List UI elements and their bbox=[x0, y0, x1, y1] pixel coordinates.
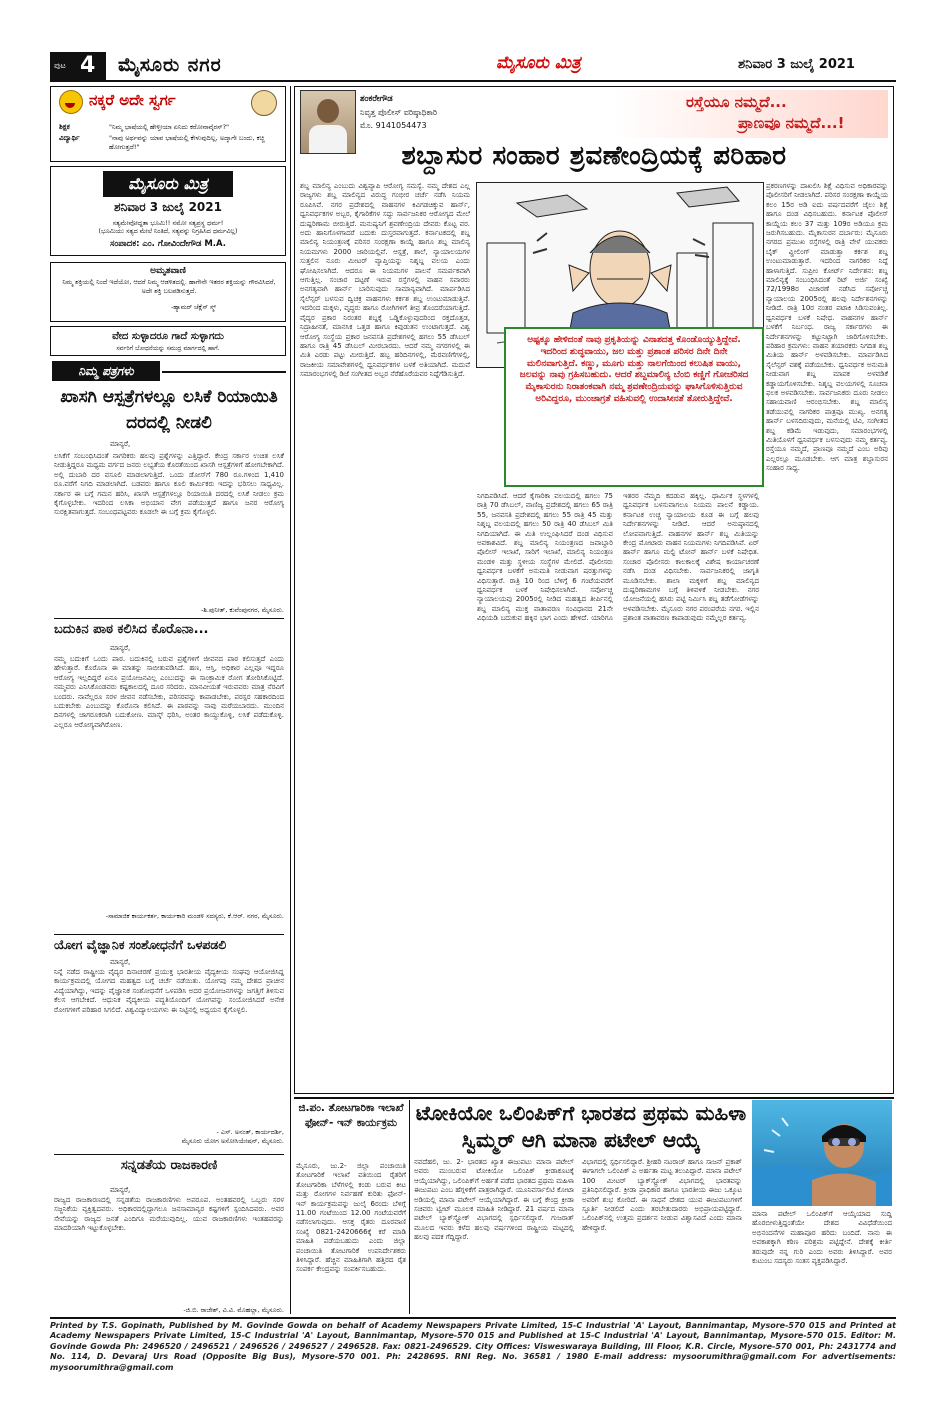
amrutavani-box bbox=[50, 262, 286, 322]
feature-col1: ಶಬ್ದ ಮಾಲಿನ್ಯ ಎಂಬುದು ವಿಶ್ವವ್ಯಾಪಿ ಆರೋಗ್ಯ ಸಮಸ್ಯೆ. ನಮ್ಮ ದೇಶದ ಎಲ್ಲ ರಾಜ್ಯಗಳು ಶಬ್ದ ಮಾಲಿನ್ಯದ ವಿರುದ್ಧ ಗಂಭೀರ ಚರ್ಚೆ ನಡೆಸಿ ನಿಯಮ ರೂಪಿಸಿವೆ. ನಗರ ಪ್ರದೇಶದಲ್ಲಿ ವಾಹನಗಳ ಕಿವಿಗಡಚಿಕ್ಕುವ ಹಾರ್ನ್, ಧ್ವನಿವರ್ಧಕಗಳ ಅಬ್ಬರ, ಕೈಗಾರಿಕೆಗಳ ಸದ್ದು ಸಾರ್ವಜನಿಕರ ಆರೋಗ್ಯದ ಮೇಲೆ ದುಷ್ಪರಿಣಾಮ ಬೀರುತ್ತಿದೆ. ಮನುಷ್ಯನಿಗೆ ಶ್ರವಣೇಂದ್ರಿಯ ದೇವರು ಕೊಟ್ಟ ವರ. ಅದು ಹಾನಿಗೊಳಗಾದರೆ ಬದುಕು ದುಸ್ತರವಾಗುತ್ತದೆ. ಕರ್ನಾಟಕದಲ್ಲಿ ಶಬ್ದ ಮಾಲಿನ್ಯ ನಿಯಂತ್ರಣಕ್ಕೆ ಪರಿಸರ ಸಂರಕ್ಷಣಾ ಕಾಯ್ದೆ ಹಾಗೂ ಶಬ್ದ ಮಾಲಿನ್ಯ ನಿಯಮಗಳು 2000 ಜಾರಿಯಲ್ಲಿವೆ. ಆಸ್ಪತ್ರೆ, ಶಾಲೆ, ನ್ಯಾಯಾಲಯಗಳ ಸುತ್ತಲಿನ ನೂರು ಮೀಟರ್ ವ್ಯಾಪ್ತಿಯನ್ನು ನಿಶ್ಶಬ್ದ ವಲಯ ಎಂದು ಘೋಷಿಸಲಾಗಿದೆ. ಆದರೂ ಈ ನಿಯಮಗಳ ಪಾಲನೆ ಸಮರ್ಪಕವಾಗಿ ಆಗುತ್ತಿಲ್ಲ. ಸಂಚಾರ ದಟ್ಟಣೆ ಇರುವ ರಸ್ತೆಗಳಲ್ಲಿ ವಾಹನ ಸವಾರರು ಅನಗತ್ಯವಾಗಿ ಹಾರ್ನ್ ಬಾರಿಸುವುದು ಸಾಮಾನ್ಯವಾಗಿದೆ. ಮಾರ್ಪಡಿಸಿದ ಸೈಲೆನ್ಸರ್ ಬಳಸುವ ದ್ವಿಚಕ್ರ ವಾಹನಗಳು ಕರ್ಕಶ ಶಬ್ದ ಉಂಟುಮಾಡುತ್ತಿವೆ. ಇದರಿಂದ ಮಕ್ಕಳು, ವೃದ್ಧರು ಹಾಗೂ ರೋಗಿಗಳಿಗೆ ತೀವ್ರ ತೊಂದರೆಯಾಗುತ್ತಿದೆ. ವೈದ್ಯರ ಪ್ರಕಾರ ನಿರಂತರ ಶಬ್ದಕ್ಕೆ ಒಡ್ಡಿಕೊಳ್ಳುವುದರಿಂದ ರಕ್ತದೊತ್ತಡ, ನಿದ್ರಾಹೀನತೆ, ಮಾನಸಿಕ ಒತ್ತಡ ಹಾಗೂ ಕಿವುಡುತನ ಉಂಟಾಗುತ್ತದೆ. ವಿಶ್ವ ಆರೋಗ್ಯ ಸಂಸ್ಥೆಯ ಪ್ರಕಾರ ಜನವಸತಿ ಪ್ರದೇಶಗಳಲ್ಲಿ ಹಗಲು 55 ಡೆಸಿಬಲ್ ಹಾಗೂ ರಾತ್ರಿ 45 ಡೆಸಿಬಲ್ ಮೀರಬಾರದು. ಆದರೆ ನಮ್ಮ ನಗರಗಳಲ್ಲಿ ಈ ಮಿತಿ ಎರಡು ಪಟ್ಟು ಮೀರುತ್ತಿದೆ. ಹಬ್ಬ ಹರಿದಿನಗಳಲ್ಲಿ, ಮೆರವಣಿಗೆಗಳಲ್ಲಿ, ರಾಜಕೀಯ ಸಮಾವೇಶಗಳಲ್ಲಿ ಧ್ವನಿವರ್ಧಕಗಳ ಬಳಕೆ ಅತಿಯಾಗಿದೆ. ಮದುವೆ ಸಮಾರಂಭಗಳಲ್ಲಿ ಡಿಜೆ ಸಂಗೀತದ ಅಬ್ಬರ ನೆರೆಹೊರೆಯವರ ನಿದ್ದೆಗೆಡಿಸುತ್ತಿದೆ. bbox=[300, 182, 470, 379]
author-role: ನಿವೃತ್ತ ಪೊಲೀಸ್ ವರಿಷ್ಠಾಧಿಕಾರಿ bbox=[360, 108, 438, 117]
humor-line1-text: "ನಿಮ್ಮ ಭಾಷೆಯಲ್ಲಿ ಹೇಳ್ತೀಯಾ ಏನಿದು ಕರೋನಾವೈರಸ್?" bbox=[109, 123, 230, 131]
amrutavani-author: -ಹ್ಯಾಮರ್ ಚೆಕ್ಲೆಸ್ ಸ್ಮ್ bbox=[171, 304, 217, 311]
sports-col1: ನವದೆಹಲಿ, ಜು. 2- ಭಾರತದ ಖ್ಯಾತ ಈಜುಪಟು ಮಾನಾ ಪಟೇಲ್ ಅವರು ಮುಂಬರುವ ಟೋಕಿಯೋ ಒಲಿಂಪಿಕ್ ಕ್ರೀಡಾಕೂಟಕ್ಕೆ ಆಯ್ಕೆಯಾಗಿದ್ದು, ಒಲಿಂಪಿಕ್‌ಗೆ ಅರ್ಹತೆ ಪಡೆದ ಭಾರತದ ಪ್ರಥಮ ಮಹಿಳಾ ಈಜುಪಟು ಎಂಬ ಹೆಗ್ಗಳಿಕೆಗೆ ಪಾತ್ರರಾಗಿದ್ದಾರೆ. ಯೂನಿವರ್ಸಾಲಿಟಿ ಕೋಟಾ ಅಡಿಯಲ್ಲಿ ಮಾನಾ ಪಟೇಲ್ ಆಯ್ಕೆಯಾಗಿದ್ದಾರೆ. ಈ ಬಗ್ಗೆ ಕೇಂದ್ರ ಕ್ರೀಡಾ ಸಚಿವರು ಟ್ವೀಟ್ ಮೂಲಕ ಮಾಹಿತಿ ನೀಡಿದ್ದಾರೆ. 21 ವರ್ಷದ ಮಾನಾ ಪಟೇಲ್ ಬ್ಯಾಕ್‌ಸ್ಟ್ರೋಕ್ ವಿಭಾಗದಲ್ಲಿ ಸ್ಪರ್ಧಿಸಲಿದ್ದಾರೆ. ಗುಜರಾತ್ ಮೂಲದ ಇವರು ಕಳೆದ ಹಲವು ವರ್ಷಗಳಿಂದ ರಾಷ್ಟ್ರೀಯ ಮಟ್ಟದಲ್ಲಿ ಹಲವು ಪದಕ ಗೆದ್ದಿದ್ದಾರೆ. bbox=[414, 1158, 574, 1242]
tech-brief-body: ಮೈಸೂರು, ಜು.2- ಜಿಲ್ಲಾ ಪಂಚಾಯಿತಿ ತೋಟಗಾರಿಕೆ ಇಲಾಖೆ ವತಿಯಿಂದ ರೈತರಿಗೆ ತೋಟಗಾರಿಕಾ ಬೆಳೆಗಳಲ್ಲಿ ಕಂಡು ಬರುವ ಕೀಟ ಮತ್ತು ರೋಗಗಳ ನಿರ್ವಹಣೆ ಕುರಿತು ಫೋನ್-ಇನ್ ಕಾರ್ಯಕ್ರಮವನ್ನು ಜುಲೈ 6ರಂದು ಬೆಳಿಗ್ಗೆ 11.00 ಗಂಟೆಯಿಂದ 12.00 ಗಂಟೆಯವರೆಗೆ ನಡೆಸಲಾಗುವುದು. ಆಸಕ್ತ ರೈತರು ದೂರವಾಣಿ ಸಂಖ್ಯೆ 0821-2420666ಕ್ಕೆ ಕರೆ ಮಾಡಿ ಮಾಹಿತಿ ಪಡೆಯಬಹುದು ಎಂದು ಜಿಲ್ಲಾ ಪಂಚಾಯಿತಿ ತೋಟಗಾರಿಕೆ ಉಪನಿರ್ದೇಶಕರು ತಿಳಿಸಿದ್ದಾರೆ. ಹೆಚ್ಚಿನ ಮಾಹಿತಿಗಾಗಿ ಹತ್ತಿರದ ರೈತ ಸಂಪರ್ಕ ಕೇಂದ್ರವನ್ನು ಸಂಪರ್ಕಿಸಬಹುದು. bbox=[296, 1162, 406, 1274]
letter3-signature1: - ಎಸ್. ಅನಂತ್, ಕಾರ್ಯದರ್ಶಿ, bbox=[216, 1128, 284, 1136]
edition-motto2: (ಭೂಮಿಯು ಸತ್ಯದ ಮೇಲೆ ನಿಂತಿದೆ, ಸತ್ಯವನ್ನು ನಿಗ್ರಹಿಸಿದ ಧರ್ಮವಿಲ್ಲ) bbox=[98, 228, 238, 235]
swimmer-photo bbox=[752, 1100, 892, 1206]
letter4-body: ರಾಜ್ಯದ ರಾಜಕಾರಣದಲ್ಲಿ ಸನ್ನಡತೆಯ ರಾಜಕಾರಣಿಗಳು ಅಪರೂಪ. ಅಂತಹವರಲ್ಲಿ ಒಬ್ಬರು ಸರಳ ಸಜ್ಜನಿಕೆಯ ವ್ಯಕ್ತಿತ್ವದವರು. ಅಧಿಕಾರದಲ್ಲಿದ್ದಾಗಲೂ ಜನಸಾಮಾನ್ಯರ ಕಷ್ಟಗಳಿಗೆ ಸ್ಪಂದಿಸಿದವರು. ಅವರ ಸೇವೆಯನ್ನು ರಾಜ್ಯದ ಜನತೆ ಎಂದಿಗೂ ಮರೆಯುವುದಿಲ್ಲ. ಯುವ ರಾಜಕಾರಣಿಗಳು ಇಂತಹವರನ್ನು ಮಾದರಿಯಾಗಿ ಇಟ್ಟುಕೊಳ್ಳಬೇಕು. bbox=[54, 1196, 284, 1233]
pullquote-box bbox=[504, 327, 764, 487]
letter1-title: ಖಾಸಗಿ ಆಸ್ಪತ್ರೆಗಳಲ್ಲೂ ಲಸಿಕೆ ರಿಯಾಯಿತಿ ದರದಲ್ಲಿ ನೀಡಲಿ bbox=[60, 387, 278, 433]
tagline-2: ಪ್ರಾಣವೂ ನಮ್ಮದೆ...! bbox=[738, 114, 845, 132]
feature-col3: ಪ್ರಕರಣಗಳನ್ನು ದಾಖಲಿಸಿ ಶಿಕ್ಷೆ ವಿಧಿಸುವ ಅಧಿಕಾರವನ್ನು ಪೊಲೀಸರಿಗೆ ನೀಡಲಾಗಿದೆ. ಪರಿಸರ ಸಂರಕ್ಷಣಾ ಕಾಯ್ದೆಯ ಕಲಂ 15ರ ಅಡಿ ಐದು ವರ್ಷದವರೆಗೆ ಜೈಲು ಶಿಕ್ಷೆ ಹಾಗೂ ದಂಡ ವಿಧಿಸಬಹುದು. ಕರ್ನಾಟಕ ಪೊಲೀಸ್ ಕಾಯ್ದೆಯ ಕಲಂ 37 ಮತ್ತು 109ರ ಅಡಿಯೂ ಕ್ರಮ ಜರುಗಿಸಬಹುದು. ಮೈಕಾಸುರನ ದರ್ಬಾರು: ಮೈಸೂರು ನಗರದ ಪ್ರಮುಖ ರಸ್ತೆಗಳಲ್ಲಿ ರಾತ್ರಿ ವೇಳೆ ಯುವಕರು ಬೈಕ್ ವ್ಹೀಲಿಂಗ್ ಮಾಡುತ್ತಾ ಕರ್ಕಶ ಶಬ್ದ ಉಂಟುಮಾಡುತ್ತಾರೆ. ಇದರಿಂದ ನಾಗರಿಕರ ನಿದ್ದೆ ಹಾಳಾಗುತ್ತಿದೆ. ಸುಪ್ರೀಂ ಕೋರ್ಟ್ ನಿರ್ದೇಶನ: ಶಬ್ದ ಮಾಲಿನ್ಯಕ್ಕೆ ಸಂಬಂಧಿಸಿದಂತೆ ರಿಟ್ ಅರ್ಜಿ ಸಂಖ್ಯೆ 72/1998ರ ವಿಚಾರಣೆ ನಡೆಸಿದ ಸರ್ವೋಚ್ಚ ನ್ಯಾಯಾಲಯ 2005ರಲ್ಲಿ ಹಲವು ನಿರ್ದೇಶನಗಳನ್ನು ನೀಡಿದೆ. ರಾತ್ರಿ 10ರ ನಂತರ ಪಟಾಕಿ ಸಿಡಿಸುವಂತಿಲ್ಲ. ಧ್ವನಿವರ್ಧಕ ಬಳಕೆ ನಿಷೇಧ. ವಾಹನಗಳ ಹಾರ್ನ್ ಬಳಕೆಗೆ ನಿರ್ಬಂಧ. ರಾಜ್ಯ ಸರ್ಕಾರಗಳು ಈ ನಿರ್ದೇಶನಗಳನ್ನು ಕಟ್ಟುನಿಟ್ಟಾಗಿ ಜಾರಿಗೊಳಿಸಬೇಕು. ಪರಿಹಾರ ಕ್ರಮಗಳು: ವಾಹನ ತಯಾರಕರು ನಿಗದಿತ ಶಬ್ದ ಮಿತಿಯ ಹಾರ್ನ್ ಅಳವಡಿಸಬೇಕು. ಮಾರ್ಪಡಿಸಿದ ಸೈಲೆನ್ಸರ್ ವಶಕ್ಕೆ ಪಡೆಯಬೇಕು. ಧ್ವನಿವರ್ಧಕ ಅನುಮತಿ ನೀಡುವಾಗ ಶಬ್ದ ಮಾಪಕ ಅಳವಡಿಕೆ ಕಡ್ಡಾಯಗೊಳಿಸಬೇಕು. ನಿಶ್ಶಬ್ದ ವಲಯಗಳಲ್ಲಿ ಸೂಚನಾ ಫಲಕ ಅಳವಡಿಸಬೇಕು. ಸಾರ್ವಜನಿಕರು ದೂರು ನೀಡಲು ಸಹಾಯವಾಣಿ ಆರಂಭಿಸಬೇಕು. ಶಬ್ದ ಮಾಲಿನ್ಯ ತಡೆಯುವಲ್ಲಿ ನಾಗರಿಕರ ಪಾತ್ರವೂ ಮುಖ್ಯ. ಅನಗತ್ಯ ಹಾರ್ನ್ ಬಳಸದಿರುವುದು, ಮನೆಯಲ್ಲಿ ಟಿವಿ, ಸಂಗೀತದ ಶಬ್ದ ಕಡಿಮೆ ಇಡುವುದು, ಸಮಾರಂಭಗಳಲ್ಲಿ ಮಿತಿಯೊಳಗೆ ಧ್ವನಿವರ್ಧಕ ಬಳಸುವುದು ನಮ್ಮ ಕರ್ತವ್ಯ. ರಸ್ತೆಯೂ ನಮ್ಮದೆ, ಪ್ರಾಣವೂ ನಮ್ಮದೆ ಎಂಬ ಅರಿವು ಎಲ್ಲರಲ್ಲೂ ಮೂಡಬೇಕು. ಆಗ ಮಾತ್ರ ಶಬ್ದಾಸುರನ ಸಂಹಾರ ಸಾಧ್ಯ. bbox=[766, 182, 888, 473]
humor-title: ನಕ್ಕರೆ ಅದೇ ಸ್ವರ್ಗ bbox=[89, 91, 176, 109]
feature-headline: ಶಬ್ದಾಸುರ ಸಂಹಾರ ಶ್ರವಣೇಂದ್ರಿಯಕ್ಕೆ ಪರಿಹಾರ bbox=[401, 141, 787, 171]
page-number-tag bbox=[50, 52, 106, 80]
humor-box bbox=[50, 86, 286, 162]
letter3-title: ಯೋಗ ವೈಜ್ಞಾನಿಕ ಸಂಶೋಧನೆಗೆ ಒಳಪಡಲಿ bbox=[54, 937, 227, 952]
tagline-1: ರಸ್ತೆಯೂ ನಮ್ಮದೆ... bbox=[686, 93, 787, 111]
letter3-salutation: ಮಾನ್ಯರೆ, bbox=[110, 958, 131, 966]
letter2-signature: -ಸಾಮಾಜಿಕ ಕಾರ್ಯಕರ್ತ, ಕಾರ್ಯಕಾರಿ ಮಂಡಳಿ ಸದಸ್ಯರು, ಕೆ.ಆರ್. ನಗರ, ಮೈಸೂರು. bbox=[105, 912, 284, 920]
letters-header bbox=[50, 361, 286, 381]
proverb-sub: ಸರ್ವರಿಗೆ ಬೋಧನೆಯನ್ನು ಸಮುದ್ರ ಮಾರ್ಗದಲ್ಲಿ ಹಾಗೆ. bbox=[116, 345, 220, 352]
section-title: ಮೈಸೂರು ನಗರ bbox=[118, 54, 222, 76]
feature-col2: ನಿಗದಿಪಡಿಸಿದೆ. ಆದರೆ ಕೈಗಾರಿಕಾ ವಲಯದಲ್ಲಿ ಹಗಲು 75 ರಾತ್ರಿ 70 ಡೆಸಿಬಲ್, ವಾಣಿಜ್ಯ ಪ್ರದೇಶದಲ್ಲಿ ಹಗಲು 65 ರಾತ್ರಿ 55, ಜನವಸತಿ ಪ್ರದೇಶದಲ್ಲಿ ಹಗಲು 55 ರಾತ್ರಿ 45 ಮತ್ತು ನಿಶ್ಶಬ್ದ ವಲಯದಲ್ಲಿ ಹಗಲು 50 ರಾತ್ರಿ 40 ಡೆಸಿಬಲ್ ಮಿತಿ ನಿಗದಿಯಾಗಿದೆ. ಈ ಮಿತಿ ಉಲ್ಲಂಘಿಸಿದರೆ ದಂಡ ವಿಧಿಸುವ ಅವಕಾಶವಿದೆ. ಶಬ್ದ ಮಾಲಿನ್ಯ ನಿಯಂತ್ರಣದ ಜವಾಬ್ದಾರಿ ಪೊಲೀಸ್ ಇಲಾಖೆ, ಸಾರಿಗೆ ಇಲಾಖೆ, ಮಾಲಿನ್ಯ ನಿಯಂತ್ರಣ ಮಂಡಳಿ ಮತ್ತು ಸ್ಥಳೀಯ ಸಂಸ್ಥೆಗಳ ಮೇಲಿದೆ. ಪೊಲೀಸರು ಧ್ವನಿವರ್ಧಕ ಬಳಕೆಗೆ ಅನುಮತಿ ನೀಡುವಾಗ ಷರತ್ತುಗಳನ್ನು ವಿಧಿಸುತ್ತಾರೆ. ರಾತ್ರಿ 10 ರಿಂದ ಬೆಳಿಗ್ಗೆ 6 ಗಂಟೆಯವರೆಗೆ ಧ್ವನಿವರ್ಧಕ ಬಳಕೆ ನಿಷೇಧಿಸಲಾಗಿದೆ. ಸರ್ವೋಚ್ಚ ನ್ಯಾಯಾಲಯವು 2005ರಲ್ಲಿ ನೀಡಿದ ಮಹತ್ವದ ತೀರ್ಪಿನಲ್ಲಿ ಶಬ್ದ ಮಾಲಿನ್ಯ ಮುಕ್ತ ವಾತಾವರಣ ಸಂವಿಧಾನದ 21ನೇ ವಿಧಿಯಡಿ ಬದುಕುವ ಹಕ್ಕಿನ ಭಾಗ ಎಂದು ಹೇಳಿದೆ. ಯಾರಿಗೂ ಇತರರ ನೆಮ್ಮದಿ ಕದಡುವ ಹಕ್ಕಿಲ್ಲ. ಧಾರ್ಮಿಕ ಸ್ಥಳಗಳಲ್ಲಿ ಧ್ವನಿವರ್ಧಕ ಬಳಸುವಾಗಲೂ ನಿಯಮ ಪಾಲನೆ ಕಡ್ಡಾಯ. ಕರ್ನಾಟಕ ಉಚ್ಚ ನ್ಯಾಯಾಲಯ ಕೂಡ ಈ ಬಗ್ಗೆ ಹಲವು ನಿರ್ದೇಶನಗಳನ್ನು ನೀಡಿದೆ. ಆದರೆ ಅನುಷ್ಠಾನದಲ್ಲಿ ಲೋಪವಾಗುತ್ತಿದೆ. ವಾಹನಗಳ ಹಾರ್ನ್ ಶಬ್ದ ಮಿತಿಯನ್ನು ಕೇಂದ್ರ ಮೋಟಾರು ವಾಹನ ನಿಯಮಗಳು ನಿಗದಿಪಡಿಸಿವೆ. ಏರ್ ಹಾರ್ನ್ ಹಾಗೂ ಮಲ್ಟಿ ಟೋನ್ ಹಾರ್ನ್ ಬಳಕೆ ನಿಷೇಧಿತ. ಸಂಚಾರ ಪೊಲೀಸರು ಕಾಲಕಾಲಕ್ಕೆ ವಿಶೇಷ ಕಾರ್ಯಾಚರಣೆ ನಡೆಸಿ ದಂಡ ವಿಧಿಸಬೇಕು. ಸಾರ್ವಜನಿಕರಲ್ಲಿ ಜಾಗೃತಿ ಮೂಡಿಸಬೇಕು. ಶಾಲಾ ಮಕ್ಕಳಿಗೆ ಶಬ್ದ ಮಾಲಿನ್ಯದ ದುಷ್ಪರಿಣಾಮಗಳ ಬಗ್ಗೆ ತಿಳಿವಳಿಕೆ ನೀಡಬೇಕು. ನಗರ ಯೋಜನೆಯಲ್ಲಿ ಹಸಿರು ಪಟ್ಟಿ ನಿರ್ಮಿಸಿ ಶಬ್ದ ತಡೆಗೋಡೆಗಳನ್ನು ಅಳವಡಿಸಬೇಕು. ಮೈಸೂರು ನಗರ ಪರಂಪರೆಯ ನಗರ. ಇಲ್ಲಿನ ಪ್ರಶಾಂತ ವಾತಾವರಣ ಕಾಪಾಡುವುದು ನಮ್ಮೆಲ್ಲರ ಕರ್ತವ್ಯ. bbox=[477, 492, 759, 623]
bottom-divider bbox=[294, 1097, 894, 1099]
edition-box bbox=[50, 166, 286, 256]
proverb-box bbox=[50, 326, 286, 356]
author-phone: ಮೊ. 9141054473 bbox=[360, 121, 427, 130]
edition-editor: ಸಂಪಾದಕ: ಎಂ. ಗೋವಿಂದೇಗೌಡ M.A. bbox=[110, 239, 226, 249]
humor-line1-speaker: ಶಿಕ್ಷಕ bbox=[59, 123, 70, 131]
letter3-signature2: ಮೈಸೂರು ಯೋಗ ಅಸೋಸಿಯೇಷನ್, ಮೈಸೂರು. bbox=[181, 1137, 284, 1145]
laughing-face-icon bbox=[59, 90, 83, 114]
letters-header-tag: ನಿಮ್ಮ ಪತ್ರಗಳು bbox=[52, 361, 160, 381]
sports-col2: ವಿಭಾಗದಲ್ಲಿ ಸ್ಪರ್ಧಿಸಲಿದ್ದಾರೆ. ಶ್ರೀಹರಿ ನಟರಾಜ್ ಹಾಗೂ ಸಾಜನ್ ಪ್ರಕಾಶ್ ಈಗಾಗಲೇ ಒಲಿಂಪಿಕ್ ಎ ಅರ್ಹತಾ ಮಟ್ಟ ತಲುಪಿದ್ದಾರೆ. ಮಾನಾ ಪಟೇಲ್ 100 ಮೀಟರ್ ಬ್ಯಾಕ್‌ಸ್ಟ್ರೋಕ್ ವಿಭಾಗದಲ್ಲಿ ಭಾರತವನ್ನು ಪ್ರತಿನಿಧಿಸಲಿದ್ದಾರೆ. ಕ್ರೀಡಾ ಪ್ರಾಧಿಕಾರ ಹಾಗೂ ಭಾರತೀಯ ಈಜು ಒಕ್ಕೂಟ ಅವರಿಗೆ ಶುಭ ಕೋರಿದೆ. ಈ ಸಾಧನೆ ದೇಶದ ಯುವ ಈಜುಪಟುಗಳಿಗೆ ಸ್ಫೂರ್ತಿ ನೀಡಲಿದೆ ಎಂದು ತರಬೇತುದಾರರು ಅಭಿಪ್ರಾಯಪಟ್ಟಿದ್ದಾರೆ. ಒಲಿಂಪಿಕ್‌ನಲ್ಲಿ ಉತ್ತಮ ಪ್ರದರ್ಶನ ನೀಡುವ ವಿಶ್ವಾಸವಿದೆ ಎಂದು ಮಾನಾ ಹೇಳಿದ್ದಾರೆ. bbox=[582, 1158, 742, 1232]
letter1-signature: -ಶಿ.ಪುನೀತ್, ಕುವೆಂಪುನಗರ, ಮೈಸೂರು. bbox=[200, 606, 284, 614]
edition-motto1: ಸತ್ಯಮೇವೋದ್ಧತಾ ಭೂಮಿ!! ನಮೋ ಸತ್ಯಪ್ರಸ್ಥ ಧರ್ಮ! bbox=[112, 219, 224, 227]
sports-headline: ಟೋಕಿಯೋ ಒಲಿಂಪಿಕ್‌ಗೆ ಭಾರತದ ಪ್ರಥಮ ಮಹಿಳಾ ಸ್ವಿಮ್ಮರ್ ಆಗಿ ಮಾನಾ ಪಟೇಲ್ ಆಯ್ಕೆ bbox=[415, 1101, 747, 1152]
page-label: ಪುಟ bbox=[54, 61, 66, 70]
amrutavani-title: ಅಮೃತವಾಣಿ bbox=[150, 266, 186, 276]
letter2-title: ಬದುಕಿನ ಪಾಠ ಕಲಿಸಿದ ಕೊರೊನಾ... bbox=[54, 622, 209, 637]
letter1-salutation: ಮಾನ್ಯರೆ, bbox=[110, 440, 131, 448]
footer-imprint: Printed by T.S. Gopinath, Published by M. Govinde Gowda on behalf of Academy Newspapers Private Limited, 15-C Industrial 'A' Layout, Bannimantap, Mysore-570 015 and Printed at Academy Newspapers Private Limited, 15-C Industrial 'A' Layout, Bannimantap, Mysore-570 015 and Published at 15-C Industrial 'A' Layout, Bannimantap, Mysore-570 015. Editor: M. Govinde Gowda Ph: 2496520 / 2496521 / 2496526 / 2496527 / 2496528. Fax: 0821-2496529. City Offices: Visweswaraya Building, III Floor, K.R. Circle, Mysore-570 001, Ph: 2431774 and No. 114, D. Devaraj Urs Road (Opposite Big Bus), Mysore-570 001. Ph: 2428695. RNI Reg. No. 36581 / 1980 E-mail address: mysoorumithra@gmail.com For advertisements: mysoorumithra@gmail.com bbox=[50, 1321, 896, 1372]
divider bbox=[54, 618, 284, 619]
letter4-salutation: ಮಾನ್ಯರೆ, bbox=[110, 1186, 131, 1194]
pullquote-text: ಅಷ್ಟಕ್ಕೂ ಹೇಳಿದಂತೆ ನಾವು ಪ್ರಕೃತಿಯನ್ನು ವಿನಾಶದತ್ತ ಕೊಂಡೊಯ್ಯುತ್ತಿದ್ದೇವೆ. ಇದರಿಂದ ಶುದ್ಧವಾಯು, ಜಲ ಮತ್ತು ಪ್ರಶಾಂತ ಪರಿಸರ ದಿನೇ ದಿನೇ ಮಲಿನವಾಗುತ್ತಿದೆ. ಕಣ್ಣು, ಮೂಗು ಮತ್ತು ನಾಲಗೆಯಿಂದ ಕಲುಷಿತ ವಾಯು, ಜಲವನ್ನು ನಾವು ಗ್ರಹಿಸಬಹುದು. ಆದರೆ ಶಬ್ದಮಾಲಿನ್ಯ ಬೆಂಬಿ ಕಣ್ಣಿಗೆ ಗೋಚರಿಸದ ಮೈಕಾಸುರನು ನಿರಾತಂಕವಾಗಿ ನಮ್ಮ ಶ್ರವಣೇಂದ್ರಿಯವನ್ನು ಘಾಸಿಗೊಳಿಸುತ್ತಿರುವ ಅರಿವಿದ್ದರೂ, ಮುಂಜಾಗ್ರತೆ ವಹಿಸುವಲ್ಲಿ ಉದಾಸೀನತೆ ತೋರುತ್ತಿದ್ದೇವೆ. bbox=[519, 335, 749, 404]
edition-date: ಶನಿವಾರ 3 ಜುಲೈ 2021 bbox=[114, 200, 222, 214]
letter4-title: ಸನ್ನಡತೆಯ ರಾಜಕಾರಣಿ bbox=[120, 1158, 218, 1173]
letter4-signature: -ಜಿ.ಬಿ. ರಾಜೇಶ್, ವಿ.ವಿ. ಮೊಹಲ್ಲಾ, ಮೈಸೂರು. bbox=[183, 1306, 284, 1314]
column-separator bbox=[409, 1100, 410, 1314]
letter3-body: ನಿನ್ನೆ ನಡೆದ ರಾಷ್ಟ್ರೀಯ ವೈದ್ಯರ ದಿನಾಚರಣೆ ಪ್ರಯುಕ್ತ ಭಾರತೀಯ ವೈದ್ಯಕೀಯ ಸಂಘವು ಆಯೋಜಿಸಿದ್ದ ಕಾರ್ಯಕ್ರಮದಲ್ಲಿ ಯೋಗದ ಮಹತ್ವದ ಬಗ್ಗೆ ಚರ್ಚೆ ನಡೆಯಿತು. ಯೋಗವು ನಮ್ಮ ದೇಶದ ಪ್ರಾಚೀನ ವಿದ್ಯೆಯಾಗಿದ್ದು, ಇದನ್ನು ವೈಜ್ಞಾನಿಕ ಸಂಶೋಧನೆಗೆ ಒಳಪಡಿಸಿ ಅದರ ಪ್ರಯೋಜನಗಳನ್ನು ಜಗತ್ತಿಗೆ ತಿಳಿಸುವ ಕೆಲಸ ಆಗಬೇಕಿದೆ. ಆಧುನಿಕ ವೈದ್ಯಕೀಯ ಪದ್ಧತಿಯೊಂದಿಗೆ ಯೋಗವನ್ನು ಸಂಯೋಜಿಸಿದರೆ ಅನೇಕ ರೋಗಗಳಿಗೆ ಪರಿಹಾರ ಸಿಗಲಿದೆ. ವಿಶ್ವವಿದ್ಯಾಲಯಗಳು ಈ ನಿಟ್ಟಿನಲ್ಲಿ ಅಧ್ಯಯನ ಕೈಗೊಳ್ಳಲಿ. bbox=[54, 968, 284, 1014]
edition-logo: ಮೈಸೂರು ಮಿತ್ರ bbox=[103, 171, 233, 197]
masthead-rule bbox=[50, 80, 896, 82]
humor-line2-text: "ನಾವು ಅರ್ಥವನ್ನು ಯಾವ ಭಾಷೆಯಲ್ಲಿ ಕೇಳುವುದಿಲ್ಲ, ಅದ್ಕಾಗೇ ಬಂದು, ಕಚ್ಚಿ ಹೋಗುತ್ತದೆ!" bbox=[109, 134, 265, 151]
feature-tagline-box bbox=[612, 90, 888, 138]
cartoon-figure-icon bbox=[251, 90, 277, 116]
amrutavani-text: ನಿಮ್ಮ ಶಕ್ತಿಯಲ್ಲಿ ನಿಂದೆ ಇದೆಯೋ, ಆದರೆ ನಿಮ್ಮ ಆಡಳಿತದಲ್ಲಿ. ಹಾಗೇನೇ ಇತರರ ಶಕ್ತಿಯನ್ನು ಗೌರವಿಸಿದರೆ, ಅದೇ ಶಕ್ತಿ ಬಲಪಡಿಸುತ್ತದೆ. bbox=[62, 278, 276, 295]
column-separator bbox=[290, 86, 291, 1314]
letter1-body: ಲಸಿಕೆಗೆ ಸಂಬಂಧಿಸಿದಂತೆ ನಾಗರಿಕರು ಹಲವು ಪ್ರಶ್ನೆಗಳನ್ನು ಎತ್ತಿದ್ದಾರೆ. ಕೇಂದ್ರ ಸರ್ಕಾರ ಉಚಿತ ಲಸಿಕೆ ನೀಡುತ್ತಿದ್ದರೂ ಮಧ್ಯಮ ವರ್ಗದ ಜನರು ಲಭ್ಯತೆಯ ಕೊರತೆಯಿಂದ ಖಾಸಗಿ ಆಸ್ಪತ್ರೆಗಳಿಗೆ ಹೋಗಬೇಕಾಗಿದೆ. ಅಲ್ಲಿ ದುಬಾರಿ ದರ ವಸೂಲಿ ಮಾಡಲಾಗುತ್ತಿದೆ. ಒಂದು ಡೋಸ್‌ಗೆ 780 ರೂ.ಗಳಿಂದ 1,410 ರೂ.ವರೆಗೆ ನಿಗದಿ ಮಾಡಲಾಗಿದೆ. ಬಡವರು ಹಾಗೂ ಕೂಲಿ ಕಾರ್ಮಿಕರು ಇದನ್ನು ಭರಿಸಲು ಸಾಧ್ಯವಿಲ್ಲ. ಸರ್ಕಾರ ಈ ಬಗ್ಗೆ ಗಮನ ಹರಿಸಿ, ಖಾಸಗಿ ಆಸ್ಪತ್ರೆಗಳಲ್ಲೂ ರಿಯಾಯಿತಿ ದರದಲ್ಲಿ ಲಸಿಕೆ ನೀಡಲು ಕ್ರಮ ಕೈಗೊಳ್ಳಬೇಕು. ಇದರಿಂದ ಲಸಿಕಾ ಅಭಿಯಾನ ವೇಗ ಪಡೆಯುತ್ತದೆ ಹಾಗೂ ಜನರ ಆರೋಗ್ಯ ಸುರಕ್ಷಿತವಾಗುತ್ತದೆ. ಸಂಬಂಧಪಟ್ಟವರು ಕೂಡಲೇ ಈ ಬಗ್ಗೆ ಕ್ರಮ ಕೈಗೊಳ್ಳಲಿ. bbox=[54, 452, 284, 517]
tech-brief-title: ಜಿ.ಪಂ. ತೋಟಗಾರಿಕಾ ಇಲಾಖೆ ಫೋನ್- ಇನ್ ಕಾರ್ಯಕ್ರಮ bbox=[298, 1102, 404, 1129]
humor-line2-speaker: ವಿದ್ಯಾರ್ಥಿ bbox=[59, 134, 80, 142]
letter2-body: ನಮ್ಮ ಬದುಕಿಗೆ ಒಂದು ಪಾಠ. ಬದುಕಿನಲ್ಲಿ ಬರುವ ಪ್ರಶ್ನೆಗಳಿಗೆ ಜೀವನದ ಪಾಠ ಕಲಿಸುತ್ತದೆ ಎಂದು ಹೇಳುತ್ತಾರೆ. ಕೊರೊನಾ ಈ ಮಾತನ್ನು ಸಾಬೀತುಪಡಿಸಿದೆ. ಹಣ, ಆಸ್ತಿ, ಅಧಿಕಾರ ಎಲ್ಲವೂ ಇದ್ದರೂ ಆರೋಗ್ಯ ಇಲ್ಲದಿದ್ದರೆ ಏನೂ ಪ್ರಯೋಜನವಿಲ್ಲ ಎಂಬುದನ್ನು ಈ ಸಾಂಕ್ರಾಮಿಕ ರೋಗ ತೋರಿಸಿಕೊಟ್ಟಿದೆ. ನಮ್ಮವರು ಎನಿಸಿಕೊಂಡವರು ಕಷ್ಟಕಾಲದಲ್ಲಿ ದೂರ ಸರಿದರು. ಮಾನವೀಯತೆ ಇರುವವರು ಮಾತ್ರ ನೆರವಿಗೆ ಬಂದರು. ನಾವೆಲ್ಲರೂ ಸರಳ ಜೀವನ ನಡೆಸಬೇಕು, ಪರಿಸರವನ್ನು ಕಾಪಾಡಬೇಕು, ಪರಸ್ಪರ ಸಹಕಾರದಿಂದ ಬದುಕಬೇಕು ಎಂಬುದನ್ನು ಕೊರೊನಾ ಕಲಿಸಿದೆ. ಈ ಪಾಠವನ್ನು ನಾವು ಮರೆಯಬಾರದು. ಮುಂದಿನ ದಿನಗಳಲ್ಲಿ ಜಾಗರೂಕರಾಗಿ ಬದುಕೋಣ. ಮಾಸ್ಕ್ ಧರಿಸಿ, ಅಂತರ ಕಾಯ್ದುಕೊಳ್ಳಿ, ಲಸಿಕೆ ಪಡೆದುಕೊಳ್ಳಿ. ಎಲ್ಲರೂ ಆರೋಗ್ಯವಾಗಿರೋಣ. bbox=[54, 655, 284, 729]
divider bbox=[54, 934, 284, 935]
header-date: ಶನಿವಾರ 3 ಜುಲೈ 2021 bbox=[738, 57, 855, 72]
proverb-text: ವೇದ ಸುಳ್ಳಾದರೂ ಗಾದೆ ಸುಳ್ಳಾಗದು bbox=[112, 331, 224, 342]
paper-logo-small: ಮೈಸೂರು ಮಿತ್ರ bbox=[496, 53, 581, 73]
divider bbox=[54, 1154, 284, 1155]
author-name: ಶಂಕರೇಗೌಡ bbox=[360, 94, 393, 104]
footer-rule bbox=[50, 1317, 896, 1319]
page-number: 4 bbox=[80, 53, 96, 78]
sports-col3: ಮಾನಾ ಪಟೇಲ್ ಒಲಿಂಪಿಕ್‌ಗೆ ಆಯ್ಕೆಯಾದ ಸುದ್ದಿ ಹೊರಬೀಳುತ್ತಿದ್ದಂತೆಯೇ ದೇಶದ ವಿವಿಧೆಡೆಯಿಂದ ಅಭಿನಂದನೆಗಳ ಮಹಾಪೂರ ಹರಿದು ಬಂದಿದೆ. ನಾನು ಈ ಅವಕಾಶಕ್ಕಾಗಿ ಕಠಿಣ ಪರಿಶ್ರಮ ಪಟ್ಟಿದ್ದೇನೆ. ದೇಶಕ್ಕೆ ಕೀರ್ತಿ ತರುವುದೇ ನನ್ನ ಗುರಿ ಎಂದು ಅವರು ತಿಳಿಸಿದ್ದಾರೆ. ಅವರ ಕುಟುಂಬ ಸದಸ್ಯರು ಸಂತಸ ವ್ಯಕ್ತಪಡಿಸಿದ್ದಾರೆ. bbox=[752, 1210, 892, 1266]
letter2-salutation: ಮಾನ್ಯರೆ, bbox=[110, 644, 131, 652]
